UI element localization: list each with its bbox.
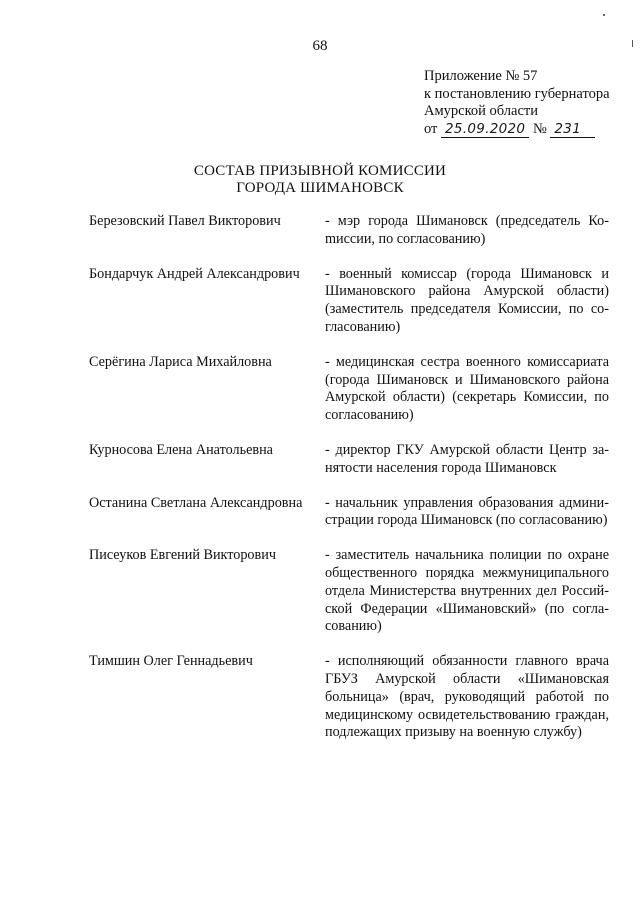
- number-prefix: №: [532, 120, 547, 137]
- member-row: [89, 442, 609, 478]
- member-role: - начальник управления образования администрации города Шимановск (по согласованию): [325, 494, 609, 529]
- decree-number: 231: [554, 120, 582, 137]
- page-number: 68: [312, 38, 328, 54]
- member-row: [89, 266, 609, 337]
- attachment-date-line: [424, 121, 610, 139]
- member-name: Тимшин Олег Геннадьевич: [89, 653, 253, 670]
- member-role: - мэр города Шимановск (председатель Коmиссии, по согласованию): [325, 213, 609, 247]
- attachment-line-3: Амурской области: [424, 103, 538, 119]
- member-name: Писеуков Евгений Викторович: [89, 547, 276, 564]
- member-name: Курносова Елена Анатольевна: [89, 441, 273, 458]
- member-role: - медицинская сестра военного комиссариата (города Шимановск и Шимановского района Амурской области) (секретарь Комиссии, по согласованию): [325, 353, 609, 424]
- member-name: Останина Светлана Александровна: [89, 494, 303, 511]
- attachment-line-2: к постановлению губернатора: [424, 85, 610, 102]
- member-row: [89, 354, 609, 425]
- decree-number-field: [550, 122, 595, 138]
- member-name: Серёгина Лариса Михайловна: [89, 353, 272, 370]
- decree-date: 25.09.2020: [445, 120, 526, 137]
- date-prefix: от: [424, 120, 438, 137]
- decree-date-field: [441, 122, 529, 138]
- member-role: - заместитель начальника полиции по охране общественного порядка межмуниципального отдела Министерства внутренних дел Российской Федерации «Шимановский» (по согласованию): [325, 547, 609, 635]
- member-name: Бондарчук Андрей Александрович: [89, 265, 300, 282]
- attachment-block: [424, 68, 610, 138]
- document-title: [0, 163, 640, 197]
- member-row: [89, 213, 609, 249]
- member-role: - военный комиссар (города Шимановск и Шимановского района Амурской области) (заместитель председателя Комиссии, по согласованию): [325, 265, 609, 335]
- attachment-line-1: Приложение № 57: [424, 68, 538, 84]
- member-name: Березовский Павел Викторович: [89, 213, 281, 229]
- title-line-1: СОСТАВ ПРИЗЫВНОЙ КОМИССИИ: [193, 163, 447, 179]
- title-line-2: ГОРОДА ШИМАНОВСК: [236, 180, 404, 196]
- member-role: - директор ГКУ Амурской области Центр занятости населения города Шимановск: [325, 441, 609, 476]
- scan-speck: [603, 14, 605, 16]
- member-row: [89, 653, 609, 742]
- members-list: [89, 213, 609, 742]
- member-row: [89, 547, 609, 636]
- member-row: [89, 495, 609, 531]
- member-role: - исполняющий обязанности главного врача ГБУЗ Амурской области «Шимановская больница» (врач, руководящий работой по медицинскому освидетельствованию граждан, подлежащих призыву на военную службу): [325, 653, 609, 741]
